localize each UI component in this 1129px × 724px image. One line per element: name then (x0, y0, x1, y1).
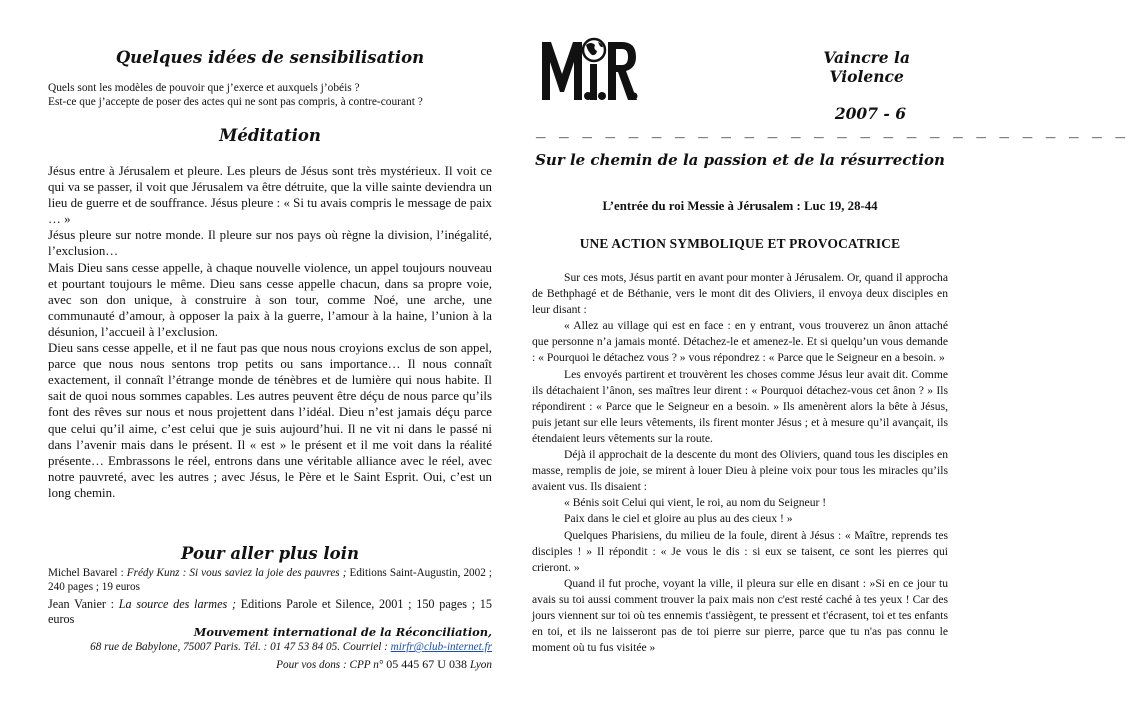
account-number: 05 445 67 U 038 (383, 657, 470, 671)
meditation-paragraph: Dieu sans cesse appelle, et il ne faut pas que nous nous croyions exclus de son appel, parce que nous nous sentons trop petits ou sans importance… Il nous connaît exactement, il connaît l’étrange monde de ténèbres et de lumière qui nous habite. Il sait de quoi nous sommes capables. Les autres peuvent être déçu de nous parce qu’ils font des rêves sur nous et nous projettent dans l’idéal. Dieu n’est jamais déçu parce que celui qu’il aime, c’est celui que je suis aujourd’hui. Il ne vit ni dans le passé ni dans l’avenir mais dans le présent. Il « est » le présent et il me voit dans la réalité présente… Embrassons le réel, entrons dans une véritable alliance avec le réel, avec notre pauvreté, avec les autres ; avec Jésus, le Père et le Saint Esprit. Oui, c’est un long chemin. (48, 341, 492, 500)
gospel-paragraph: « Allez au village qui est en face : en y entrant, vous trouverez un ânon attaché que personne n’a jamais monté. Détachez-le et amenez-le. Et si quelqu’un vous demande : « Pourquoi le détachez vous ? » vous répondrez : « Parce que le Seigneur en a besoin. » (532, 319, 948, 365)
gospel-paragraph: Quand il fut proche, voyant la ville, il pleura sur elle en disant : »Si en ce jour tu avais su toi aussi comment trouver la paix mais non c'est resté caché à tes yeux ! Car des jours viennent sur toi où tes ennemis t'assiègent, te pressent et t'écrasent, toi et tes enfants en toi, et ils ne laisseront pas de toi pierre sur pierre, parce que tu n'as pas connu le moment où tu fus visitée » (532, 576, 948, 655)
gospel-paragraph: Quelques Pharisiens, du milieu de la foule, dirent à Jésus : « Maître, reprends tes disciples ! » Il répondit : « Je vous le dis : si eux se taisent, ce sont les pierres qui crieront. » (532, 528, 948, 574)
meditation-paragraph: Jésus pleure sur notre monde. Il pleure sur nos pays où règne la division, l’inégalité, l’exclusion… (48, 228, 492, 259)
meditation-text (48, 163, 492, 501)
ideas-list (48, 81, 492, 109)
gospel-paragraph: Sur ces mots, Jésus partit en avant pour monter à Jérusalem. Or, quand il approcha de Bethphagé et de Béthanie, vers le mont dit des Oliviers, il envoya deux disciples en leur disant : (532, 271, 948, 317)
book-details: Editions Parole et Silence, 2001 ; 150 pages ; 15 euros (48, 597, 492, 626)
city: Lyon (469, 659, 492, 671)
meditation-paragraph: Jésus entre à Jérusalem et pleure. Les pleurs de Jésus sont très mystérieux. Il voit ce qui va se passer, il voit que Jérusalem va être détruite, que la ville sainte deviendra un lieu de guerre et de souffrance. Jésus pleure : « Si tu avais compris le message de paix … » (48, 164, 492, 227)
corner-title (823, 48, 910, 86)
book-1 (48, 566, 492, 594)
idea-item: Quels sont les modèles de pouvoir que j’exerce et auxquels j’obéis ? (48, 82, 360, 94)
section-title: UNE ACTION SYMBOLIQUE ET PROVOCATRICE (579, 236, 901, 251)
book-title: Frédy Kunz : Si vous saviez la joie des pauvres ; (126, 567, 347, 579)
gospel-paragraph: Paix dans le ciel et gloire au plus au des cieux ! » (564, 512, 793, 526)
book-author: Michel Bavarel : (48, 567, 127, 579)
heading-further-reading: Pour aller plus loin (181, 544, 359, 563)
gospel-text (532, 270, 948, 656)
donations-label: Pour vos dons : CPP n° (276, 659, 384, 671)
dashed-divider: _ _ _ _ _ _ _ _ _ _ _ _ _ _ _ _ _ _ _ _ _ _ _ _ _ _ (536, 121, 1129, 140)
meditation-paragraph: Mais Dieu sans cesse appelle, à chaque nouvelle violence, un appel toujours nouveau et pourtant toujours le même. Dieu sans cesse appelle chacun, dans sa propre voie, avec son don unique, à construire à son tour, comme Noé, une arche, une communauté d’amour, à opposer la paix à la guerre, l’amour à la haine, l’union à la désunion, l’accueil à l’exclusion. (48, 260, 492, 339)
book-author: Jean Vanier : (48, 597, 119, 611)
book-details: Editions Saint-Augustin, 2002 ; 240 pages ; 19 euros (48, 567, 492, 594)
gospel-paragraph: Déjà il approchait de la descente du mont des Oliviers, quand tous les disciples en masse, remplis de joie, se mirent à louer Dieu à pleine voix pour tous les miracles qu’ils avaient vus. Ils disaient : (532, 448, 948, 494)
corner-title-line: Vaincre la (823, 48, 910, 67)
heading-meditation: Méditation (219, 126, 321, 145)
email-link[interactable]: mirfr@club-internet.fr (390, 641, 492, 653)
gospel-reference: L’entrée du roi Messie à Jérusalem : Luc 19, 28-44 (602, 199, 878, 213)
issue-number: 2007 - 6 (834, 104, 906, 123)
gospel-paragraph: « Bénis soit Celui qui vient, le roi, au nom du Seigneur ! (564, 496, 827, 510)
gospel-paragraph: Les envoyés partirent et trouvèrent les choses comme Jésus leur avait dit. Comme ils détachaient l’ânon, ses maîtres leur dirent : « Pourquoi détachez-vous cet ânon ? » Ils répondirent : « Parce que le Seigneur en a besoin. » Ils amenèrent alors la bête à Jésus, puis jetant sur elle leurs vêtements, ils firent monter Jésus ; et à mesure qu’il avançait, ils étendaient leurs vêtements sur la route. (532, 367, 948, 445)
corner-title-line: Violence (829, 67, 904, 86)
book-2 (48, 597, 492, 626)
book-title: La source des larmes ; (118, 597, 237, 611)
mir-logo (538, 30, 638, 108)
heading-ideas: Quelques idées de sensibilisation (115, 48, 425, 67)
subtitle: Sur le chemin de la passion et de la résurrection (535, 151, 945, 169)
idea-item: Est-ce que j’accepte de poser des actes qui ne sont pas compris, à contre-courant ? (48, 96, 423, 109)
logo-graphic (538, 30, 638, 108)
footer-address: 68 rue de Babylone, 75007 Paris. Tél. : 01 47 53 84 05. Courriel : mirfr@club-internet.fr (90, 641, 492, 653)
footer-donations (276, 657, 492, 672)
footer-organization: Mouvement international de la Réconciliation, (193, 625, 492, 639)
